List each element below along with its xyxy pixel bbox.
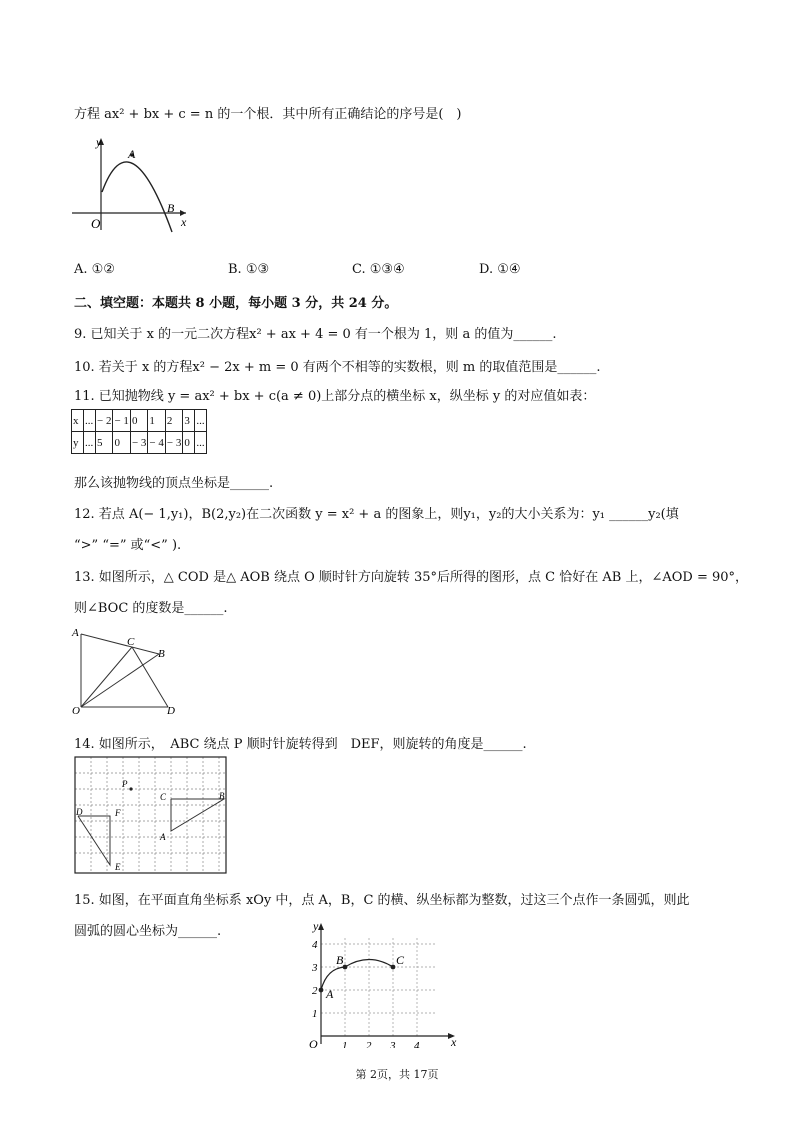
y-tick: 3 <box>312 962 318 974</box>
choice-b[interactable]: B. ①③ <box>228 262 270 277</box>
coordinate-figure <box>305 918 465 1048</box>
x-tick: 3 <box>390 1040 396 1048</box>
choice-c[interactable]: C. ①③④ <box>352 262 405 277</box>
question-14: 14. 如图所示， ABC 绕点 P 顺时针旋转得到 DEF，则旋转的角度是______. <box>74 737 527 752</box>
point-a-label: A <box>128 147 136 161</box>
table-cell: ... <box>195 410 207 432</box>
rotation-triangle-figure <box>70 624 185 716</box>
table-cell: − 3 <box>130 432 147 454</box>
page-footer: 第 2页，共 17页 <box>355 1068 439 1081</box>
x-tick: 2 <box>366 1040 372 1048</box>
question-13-line2: 则∠BOC 的度数是______. <box>74 601 228 616</box>
label-b: B <box>219 791 225 801</box>
label-f: F <box>115 808 121 818</box>
axis-y-label: y <box>313 919 319 933</box>
question-10: 10. 若关于 x 的方程x² − 2x + m = 0 有两个不相等的实数根，则 m 的取值范围是______. <box>74 360 601 375</box>
table-cell: 3 <box>183 410 195 432</box>
point-a <box>319 988 324 993</box>
section-heading: 二、填空题：本题共 8 小题，每小题 3 分，共 24 分。 <box>74 296 398 311</box>
question-11: 11. 已知抛物线 y = ax² + bx + c(a ≠ 0)上部分点的横坐标 x，纵坐标 y 的对应值如表： <box>74 389 596 404</box>
label-d: D <box>76 807 83 817</box>
label-o: O <box>72 705 80 716</box>
parabola-curve <box>102 162 172 232</box>
table-cell: − 1 <box>113 410 130 432</box>
label-c: C <box>396 953 405 967</box>
x-tick: 4 <box>414 1040 420 1048</box>
table-cell: 0 <box>130 410 147 432</box>
point-b-label: B <box>167 201 175 215</box>
question-15-line1: 15. 如图，在平面直角坐标系 xOy 中，点 A，B，C 的横、纵坐标都为整数，过这三个点作一条圆弧，则此 <box>74 893 690 908</box>
choice-d[interactable]: D. ①④ <box>479 262 521 277</box>
table-cell: − 3 <box>165 432 182 454</box>
x-tick: 1 <box>342 1040 348 1048</box>
question-11-tail: 那么该抛物线的顶点坐标是______. <box>74 476 274 491</box>
table-cell: 5 <box>96 432 113 454</box>
question-8-tail: 方程 ax² + bx + c = n 的一个根．其中所有正确结论的序号是( ) <box>74 107 462 122</box>
label-b: B <box>336 953 344 967</box>
label-a: A <box>160 832 166 842</box>
x-axis-label: x <box>181 215 187 229</box>
y-tick: 4 <box>312 939 318 951</box>
table-cell: y <box>72 432 84 454</box>
question-9: 9. 已知关于 x 的一元二次方程x² + ax + 4 = 0 有一个根为 1，则 a 的值为______. <box>74 327 557 342</box>
axis-x-label: x <box>451 1035 457 1048</box>
y-tick: 1 <box>312 1008 318 1020</box>
origin-label: O <box>91 216 101 231</box>
question-13-line1: 13. 如图所示，△ COD 是△ AOB 绕点 O 顺时针方向旋转 35°后所得的图形，点 C 恰好在 AB 上，∠AOD = 90°， <box>74 570 749 585</box>
y-axis-label: y <box>96 135 102 149</box>
table-row-x <box>72 410 207 432</box>
origin-label: O <box>309 1037 318 1048</box>
label-p: P <box>122 779 128 789</box>
table-cell: 1 <box>148 410 165 432</box>
table-cell: x <box>72 410 84 432</box>
table-cell: 0 <box>183 432 195 454</box>
label-c: C <box>160 792 167 802</box>
label-a: A <box>72 627 79 639</box>
question-15-line2: 圆弧的圆心坐标为______. <box>74 924 222 939</box>
y-tick: 2 <box>312 985 318 997</box>
table-cell: − 4 <box>148 432 165 454</box>
label-d: D <box>167 705 175 716</box>
parabola-figure <box>68 130 198 235</box>
table-row-y <box>72 432 207 454</box>
label-b: B <box>158 648 165 660</box>
grid-rotation-figure <box>74 756 229 876</box>
label-e: E <box>115 862 121 872</box>
table-cell: 0 <box>113 432 130 454</box>
table-cell: ... <box>195 432 207 454</box>
choice-a[interactable]: A. ①② <box>74 262 115 277</box>
point-c <box>391 965 396 970</box>
table-cell: ... <box>84 432 96 454</box>
point-p <box>129 787 132 790</box>
question-12-line2: “>” “=” 或“<” ). <box>74 538 182 553</box>
label-a: A <box>326 987 334 1001</box>
arc <box>321 960 393 991</box>
table-cell: − 2 <box>96 410 113 432</box>
question-12-line1: 12. 若点 A(− 1,y₁)，B(2,y₂)在二次函数 y = x² + a 的图象上，则y₁，y₂的大小关系为：y₁ ______y₂(填 <box>74 507 679 522</box>
table-cell: 2 <box>165 410 182 432</box>
values-table <box>71 409 207 454</box>
label-c: C <box>127 636 135 648</box>
table-cell: ... <box>84 410 96 432</box>
